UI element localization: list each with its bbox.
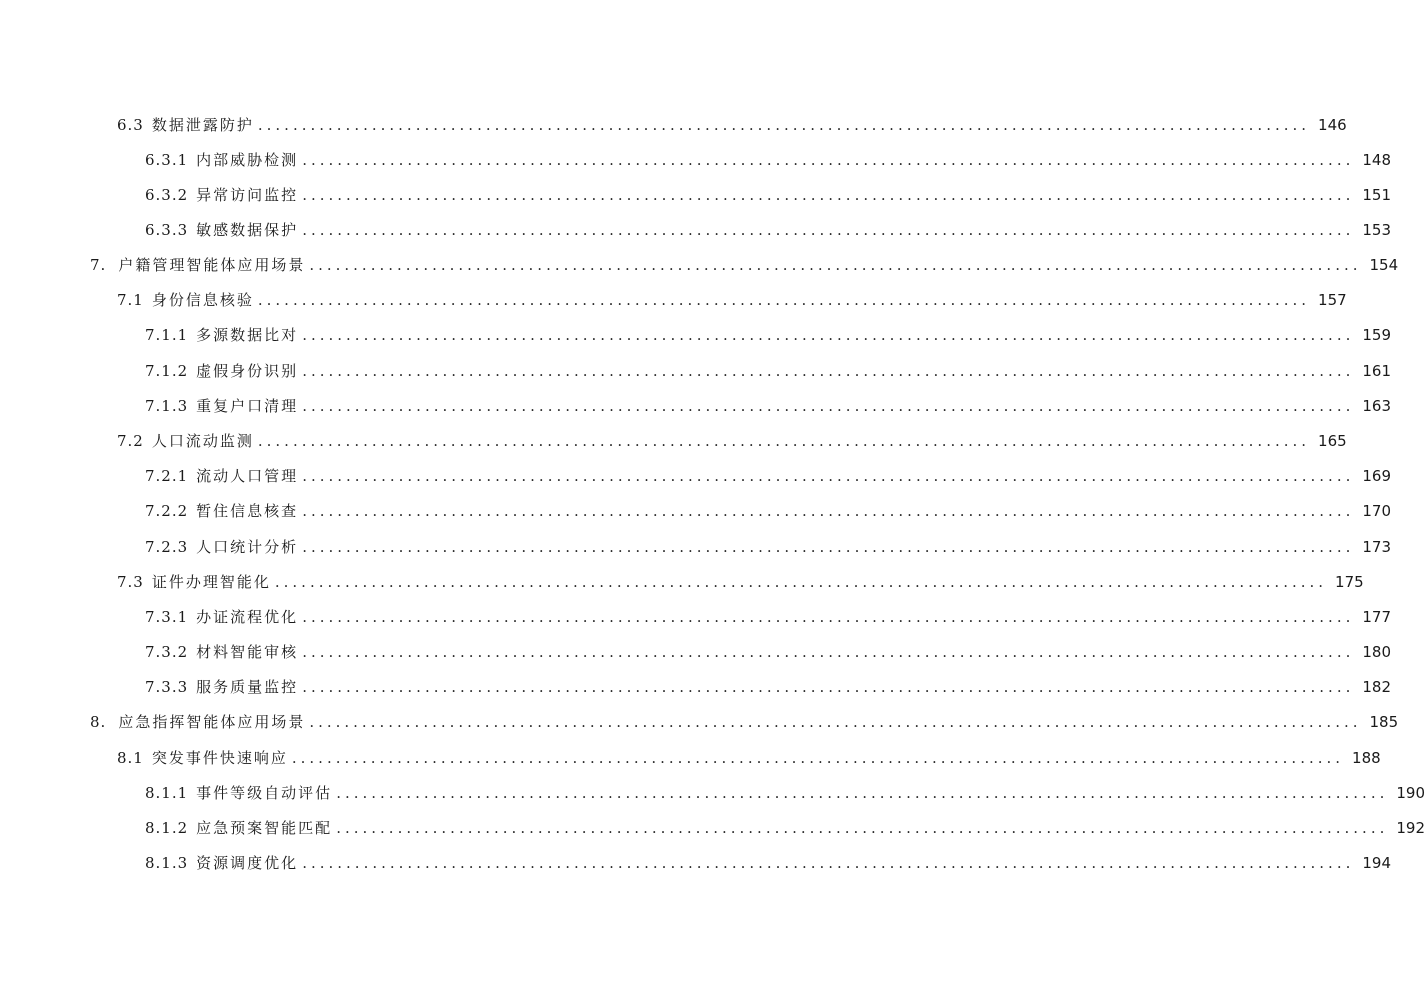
toc-dot-leader: ........................................................................................................................ — [302, 678, 1355, 696]
toc-entry-number: 7.3 — [117, 573, 144, 591]
toc-entry-page: 146 — [1318, 116, 1347, 134]
toc-dot-leader: ........................................................................................................................ — [302, 221, 1355, 239]
toc-entry-page: 194 — [1362, 854, 1391, 872]
toc-entry-title: 虚假身份识别 — [196, 362, 299, 380]
toc-entry-number: 7.1 — [117, 291, 144, 309]
toc-entry[interactable] — [0, 114, 1347, 136]
toc-dot-leader: ........................................................................................................................ — [302, 397, 1355, 415]
toc-entry-page: 190 — [1396, 784, 1425, 802]
toc-entry-number: 7.3.2 — [145, 643, 189, 661]
toc-dot-leader: ........................................................................................................................ — [302, 502, 1355, 520]
toc-entry[interactable] — [0, 184, 1391, 206]
toc-entry-page: 177 — [1362, 608, 1391, 626]
toc-entry-number: 7.2.1 — [145, 467, 189, 485]
toc-entry[interactable] — [0, 395, 1391, 417]
toc-entry-title: 敏感数据保护 — [196, 221, 299, 239]
toc-entry-title: 办证流程优化 — [196, 608, 299, 626]
toc-entry[interactable] — [0, 641, 1391, 663]
toc-entry-page: 148 — [1362, 151, 1391, 169]
toc-entry-page: 161 — [1362, 362, 1391, 380]
toc-entry-page: 151 — [1362, 186, 1391, 204]
toc-entry[interactable] — [0, 219, 1391, 241]
toc-entry-page: 180 — [1362, 643, 1391, 661]
toc-entry[interactable] — [0, 747, 1381, 769]
toc-dot-leader: ........................................................................................................................ — [302, 854, 1355, 872]
toc-dot-leader: ........................................................................................................................ — [257, 116, 1311, 134]
toc-dot-leader: ........................................................................................................................ — [302, 538, 1355, 556]
toc-entry-number: 7.3.1 — [145, 608, 189, 626]
toc-entry-number: 6.3 — [117, 116, 144, 134]
toc-entry-number: 6.3.3 — [145, 221, 189, 239]
toc-dot-leader: ........................................................................................................................ — [257, 291, 1311, 309]
toc-entry-number: 7.2.2 — [145, 502, 189, 520]
toc-entry-page: 170 — [1362, 502, 1391, 520]
toc-entry-title: 突发事件快速响应 — [151, 749, 288, 767]
toc-entry-number: 7.1.1 — [145, 326, 189, 344]
toc-dot-leader: ........................................................................................................................ — [309, 713, 1362, 731]
toc-entry[interactable] — [0, 571, 1364, 593]
toc-dot-leader: ........................................................................................................................ — [274, 573, 1328, 591]
toc-entry[interactable] — [0, 465, 1391, 487]
toc-entry-title: 服务质量监控 — [196, 678, 299, 696]
toc-entry-title: 重复户口清理 — [196, 397, 299, 415]
toc-entry[interactable] — [0, 817, 1425, 839]
toc-entry-page: 173 — [1362, 538, 1391, 556]
toc-entry-title: 应急预案智能匹配 — [196, 819, 333, 837]
toc-entry-title: 数据泄露防护 — [151, 116, 254, 134]
toc-entry[interactable] — [0, 430, 1347, 452]
toc-entry-number: 6.3.2 — [145, 186, 189, 204]
toc-entry-page: 163 — [1362, 397, 1391, 415]
toc-entry-number: 7.3.3 — [145, 678, 189, 696]
toc-entry-title: 应急指挥智能体应用场景 — [118, 713, 306, 731]
toc-entry-page: 175 — [1335, 573, 1364, 591]
toc-dot-leader: ........................................................................................................................ — [291, 749, 1345, 767]
toc-entry-title: 人口流动监测 — [151, 432, 254, 450]
toc-entry-title: 身份信息核验 — [151, 291, 254, 309]
toc-entry-page: 165 — [1318, 432, 1347, 450]
toc-entry[interactable] — [0, 852, 1391, 874]
toc-entry-title: 户籍管理智能体应用场景 — [118, 256, 306, 274]
toc-entry-title: 材料智能审核 — [196, 643, 299, 661]
toc-entry-title: 证件办理智能化 — [151, 573, 271, 591]
toc-entry-page: 169 — [1362, 467, 1391, 485]
toc-entry-page: 188 — [1352, 749, 1381, 767]
toc-entry-page: 157 — [1318, 291, 1347, 309]
toc-dot-leader: ........................................................................................................................ — [302, 186, 1355, 204]
toc-dot-leader: ........................................................................................................................ — [336, 784, 1389, 802]
toc-entry-number: 6.3.1 — [145, 151, 189, 169]
toc-entry[interactable] — [0, 324, 1391, 346]
toc-entry[interactable] — [0, 500, 1391, 522]
toc-entry-page: 192 — [1396, 819, 1425, 837]
toc-entry-number: 8.1.1 — [145, 784, 189, 802]
toc-entry[interactable] — [0, 782, 1425, 804]
toc-dot-leader: ........................................................................................................................ — [302, 643, 1355, 661]
toc-entry-page: 185 — [1369, 713, 1399, 731]
toc-dot-leader: ........................................................................................................................ — [336, 819, 1389, 837]
toc-entry-title: 异常访问监控 — [196, 186, 299, 204]
toc-entry-number: 7.2 — [117, 432, 144, 450]
toc-entry[interactable] — [0, 606, 1391, 628]
toc-entry-number: 7.1.2 — [145, 362, 189, 380]
toc-dot-leader: ........................................................................................................................ — [302, 467, 1355, 485]
toc-entry-number: 8.1.3 — [145, 854, 189, 872]
toc-entry[interactable] — [0, 711, 1399, 733]
toc-entry-title: 人口统计分析 — [196, 538, 299, 556]
toc-entry[interactable] — [0, 536, 1391, 558]
toc-entry-title: 资源调度优化 — [196, 854, 299, 872]
toc-entry-title: 暂住信息核查 — [196, 502, 299, 520]
toc-dot-leader: ........................................................................................................................ — [302, 326, 1355, 344]
toc-entry-number: 7.1.3 — [145, 397, 189, 415]
toc-entry-title: 多源数据比对 — [196, 326, 299, 344]
toc-entry-number: 7. — [90, 256, 107, 274]
toc-entry-title: 流动人口管理 — [196, 467, 299, 485]
toc-entry-page: 154 — [1369, 256, 1399, 274]
toc-dot-leader: ........................................................................................................................ — [302, 151, 1355, 169]
toc-entry-page: 159 — [1362, 326, 1391, 344]
toc-entry-number: 8. — [90, 713, 107, 731]
toc-entry[interactable] — [0, 289, 1347, 311]
toc-dot-leader: ........................................................................................................................ — [257, 432, 1311, 450]
toc-dot-leader: ........................................................................................................................ — [309, 256, 1362, 274]
toc-entry-number: 8.1.2 — [145, 819, 189, 837]
toc-entry-page: 182 — [1362, 678, 1391, 696]
toc-entry[interactable] — [0, 676, 1391, 698]
toc-entry[interactable] — [0, 254, 1399, 276]
toc-entry-title: 内部威胁检测 — [196, 151, 299, 169]
toc-entry-page: 153 — [1362, 221, 1391, 239]
toc-entry-title: 事件等级自动评估 — [196, 784, 333, 802]
toc-entry[interactable] — [0, 360, 1391, 382]
toc-dot-leader: ........................................................................................................................ — [302, 608, 1355, 626]
toc-entry-number: 7.2.3 — [145, 538, 189, 556]
toc-entry[interactable] — [0, 149, 1391, 171]
toc-entry-number: 8.1 — [117, 749, 144, 767]
toc-dot-leader: ........................................................................................................................ — [302, 362, 1355, 380]
